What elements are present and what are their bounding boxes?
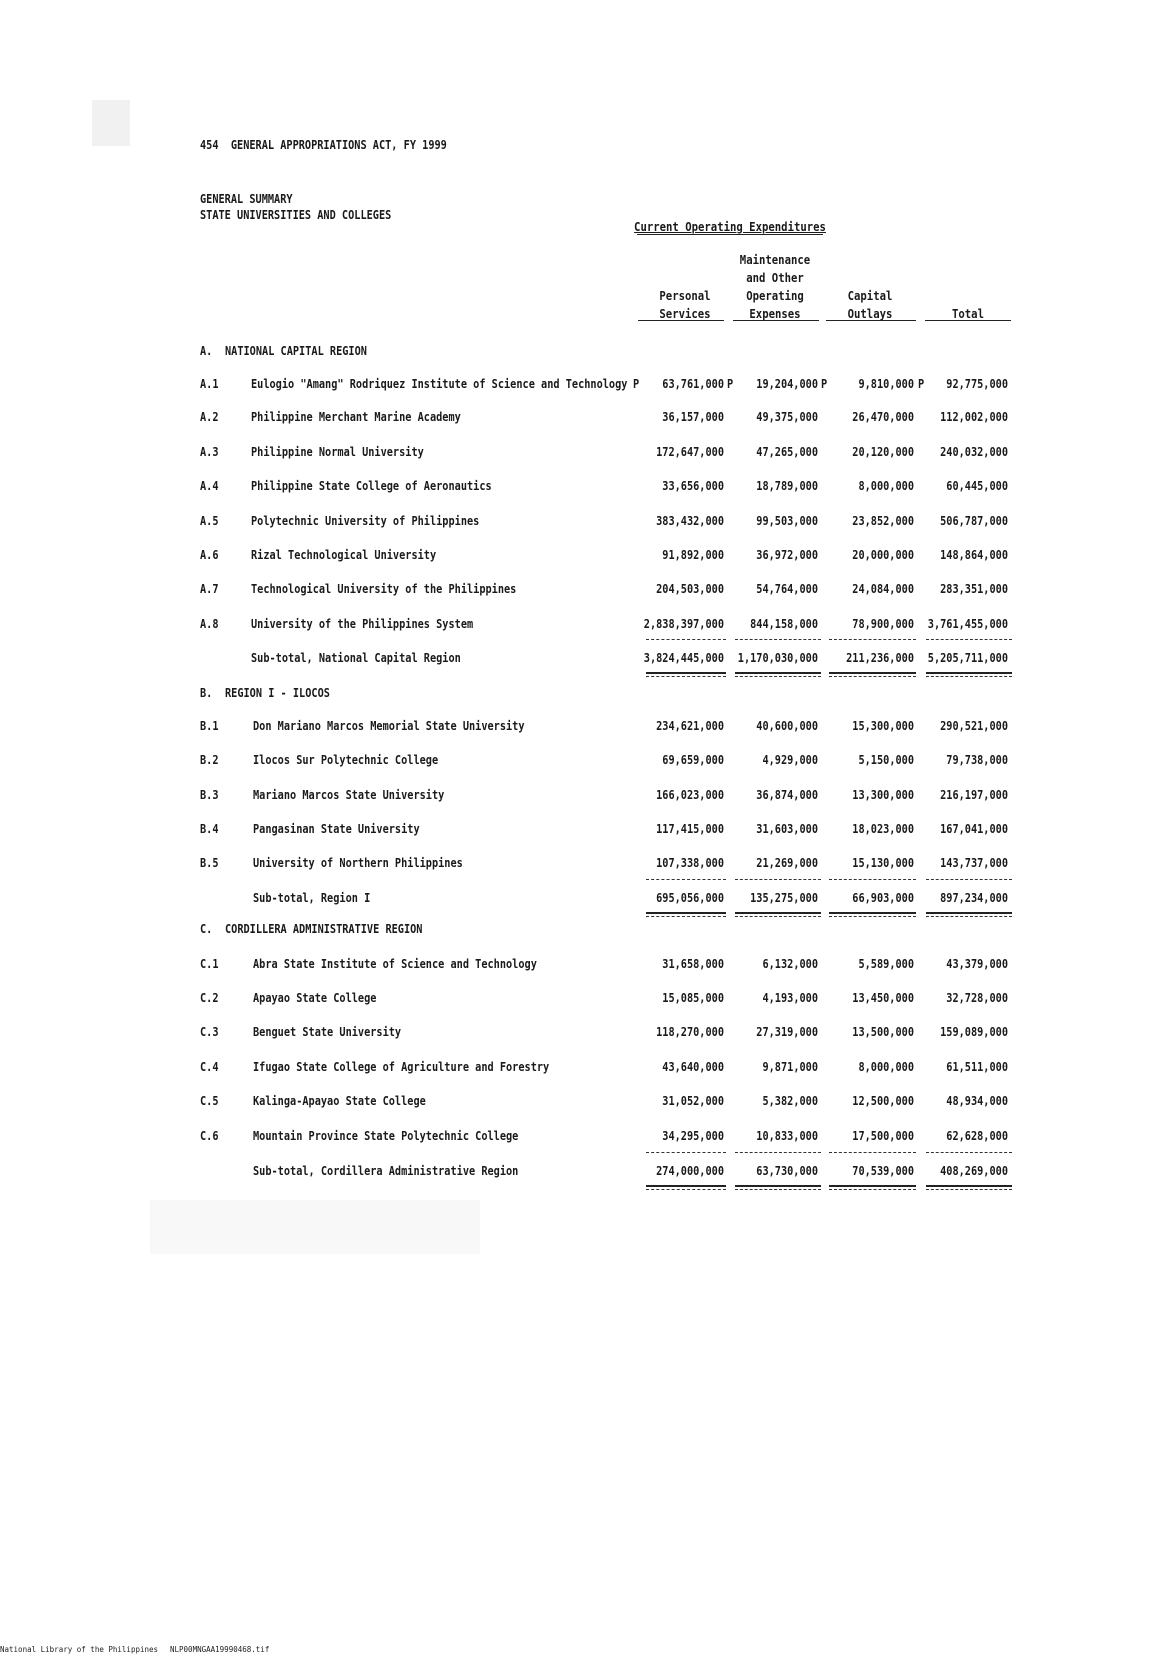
- subtotal-rule: [735, 879, 821, 880]
- cell-personal-services: 31,052,000: [662, 1093, 724, 1108]
- row-institution-name: Mountain Province State Polytechnic College: [253, 1128, 519, 1143]
- row-code: B.3: [200, 787, 219, 802]
- region-heading: REGION I - ILOCOS: [225, 685, 330, 700]
- cell-mooe: 36,972,000: [756, 547, 818, 562]
- column-header-line: and Other: [746, 270, 804, 285]
- subtotal-rule: [646, 916, 726, 917]
- subtotal-total: 897,234,000: [940, 890, 1008, 905]
- cell-capital-outlays: 26,470,000: [852, 409, 914, 424]
- cell-capital-outlays: 13,450,000: [852, 990, 914, 1005]
- row-institution-name: Benguet State University: [253, 1024, 402, 1039]
- subtotal-label: Sub-total, Region I: [253, 890, 371, 905]
- cell-personal-services: 31,658,000: [662, 956, 724, 971]
- subtotal-personal-services: 695,056,000: [656, 890, 724, 905]
- cell-personal-services: 69,659,000: [662, 752, 724, 767]
- subtotal-rule: [646, 912, 726, 914]
- running-title: GENERAL APPROPRIATIONS ACT, FY 1999: [230, 137, 447, 152]
- cell-capital-outlays: 5,150,000: [858, 752, 914, 767]
- cell-mooe: 99,503,000: [756, 513, 818, 528]
- cell-mooe: 27,319,000: [756, 1024, 818, 1039]
- row-institution-name: Ilocos Sur Polytechnic College: [253, 752, 439, 767]
- cell-capital-outlays: 15,300,000: [852, 718, 914, 733]
- cell-personal-services: 204,503,000: [656, 581, 724, 596]
- column-header-line: Personal: [659, 288, 711, 303]
- cell-capital-outlays: 17,500,000: [852, 1128, 914, 1143]
- cell-personal-services: 117,415,000: [656, 821, 724, 836]
- cell-total: 167,041,000: [940, 821, 1008, 836]
- cell-total: 61,511,000: [946, 1059, 1008, 1074]
- column-header-line: Maintenance: [739, 252, 811, 267]
- column-header-personal-services: [638, 287, 732, 323]
- cell-personal-services: 172,647,000: [656, 444, 724, 459]
- cell-mooe: 47,265,000: [756, 444, 818, 459]
- subtotal-rule: [646, 879, 726, 880]
- footer-file: NLP00MNGAA19990468.tif: [170, 1645, 270, 1654]
- peso-sign: P: [633, 376, 640, 391]
- row-code: C.3: [200, 1024, 219, 1039]
- cell-personal-services: 36,157,000: [662, 409, 724, 424]
- scan-artifact: [92, 100, 130, 146]
- cell-mooe: 6,132,000: [762, 956, 818, 971]
- cell-total: 60,445,000: [946, 478, 1008, 493]
- cell-total: 283,351,000: [940, 581, 1008, 596]
- region-code: A.: [200, 343, 213, 358]
- subtotal-rule: [926, 639, 1012, 640]
- subtotal-rule: [926, 676, 1012, 677]
- column-header-mooe: [733, 251, 818, 323]
- cell-personal-services: 166,023,000: [656, 787, 724, 802]
- subtotal-rule: [926, 1189, 1012, 1190]
- row-code: A.1: [200, 376, 219, 391]
- subtotal-rule: [829, 912, 916, 914]
- cell-total: 290,521,000: [940, 718, 1008, 733]
- cell-mooe: 31,603,000: [756, 821, 818, 836]
- column-header-line: Operating: [746, 288, 804, 303]
- cell-personal-services: 33,656,000: [662, 478, 724, 493]
- row-institution-name: Technological University of the Philippines: [251, 581, 517, 596]
- cell-total: 216,197,000: [940, 787, 1008, 802]
- cell-capital-outlays: 18,023,000: [852, 821, 914, 836]
- subtotal-rule: [926, 916, 1012, 917]
- cell-capital-outlays: 9,810,000: [858, 376, 914, 391]
- cell-personal-services: 91,892,000: [662, 547, 724, 562]
- row-code: B.4: [200, 821, 219, 836]
- subtotal-label: Sub-total, Cordillera Administrative Region: [253, 1163, 519, 1178]
- page-header: [200, 137, 447, 152]
- cell-capital-outlays: 24,084,000: [852, 581, 914, 596]
- row-code: A.2: [200, 409, 219, 424]
- cell-personal-services: 383,432,000: [656, 513, 724, 528]
- region-heading: CORDILLERA ADMINISTRATIVE REGION: [225, 921, 423, 936]
- row-institution-name: Rizal Technological University: [251, 547, 437, 562]
- column-header-total: Total: [951, 306, 984, 321]
- cell-total: 112,002,000: [940, 409, 1008, 424]
- cell-capital-outlays: 8,000,000: [858, 1059, 914, 1074]
- cell-mooe: 844,158,000: [750, 616, 818, 631]
- subtotal-rule: [926, 912, 1012, 914]
- subtotal-rule: [735, 916, 821, 917]
- subtotal-rule: [646, 1152, 726, 1153]
- cell-personal-services: 43,640,000: [662, 1059, 724, 1074]
- region-heading: NATIONAL CAPITAL REGION: [225, 343, 367, 358]
- cell-personal-services: 234,621,000: [656, 718, 724, 733]
- row-institution-name: Polytechnic University of Philippines: [251, 513, 480, 528]
- subtotal-rule: [735, 1185, 821, 1187]
- subtotal-rule: [829, 639, 916, 640]
- cell-capital-outlays: 15,130,000: [852, 855, 914, 870]
- cell-personal-services: 63,761,000: [662, 376, 724, 391]
- cell-capital-outlays: 8,000,000: [858, 478, 914, 493]
- subtotal-rule: [735, 672, 821, 674]
- column-group-header: Current Operating Expenditures: [634, 219, 826, 234]
- row-code: B.5: [200, 855, 219, 870]
- row-code: B.1: [200, 718, 219, 733]
- subtotal-personal-services: 3,824,445,000: [643, 650, 724, 665]
- subtotal-mooe: 1,170,030,000: [737, 650, 818, 665]
- cell-capital-outlays: 20,000,000: [852, 547, 914, 562]
- row-institution-name: Philippine Merchant Marine Academy: [251, 409, 461, 424]
- row-code: B.2: [200, 752, 219, 767]
- column-header-line: Services: [659, 306, 711, 321]
- row-code: C.1: [200, 956, 219, 971]
- column-header-line: Expenses: [749, 306, 801, 321]
- cell-total: 32,728,000: [946, 990, 1008, 1005]
- cell-total: 143,737,000: [940, 855, 1008, 870]
- row-institution-name: Apayao State College: [253, 990, 377, 1005]
- subtotal-personal-services: 274,000,000: [656, 1163, 724, 1178]
- row-code: A.4: [200, 478, 219, 493]
- row-code: A.7: [200, 581, 219, 596]
- header-underline: [826, 320, 916, 321]
- subtotal-rule: [735, 639, 821, 640]
- cell-mooe: 36,874,000: [756, 787, 818, 802]
- subtotal-rule: [829, 916, 916, 917]
- row-institution-name: Philippine Normal University: [251, 444, 424, 459]
- cell-total: 62,628,000: [946, 1128, 1008, 1143]
- cell-total: 3,761,455,000: [927, 616, 1008, 631]
- cell-capital-outlays: 5,589,000: [858, 956, 914, 971]
- cell-capital-outlays: 23,852,000: [852, 513, 914, 528]
- cell-total: 92,775,000: [946, 376, 1008, 391]
- subtotal-mooe: 63,730,000: [756, 1163, 818, 1178]
- cell-total: 48,934,000: [946, 1093, 1008, 1108]
- row-code: C.5: [200, 1093, 219, 1108]
- subtotal-rule: [926, 1152, 1012, 1153]
- column-header-line: Outlays: [847, 306, 893, 321]
- peso-sign: P: [918, 376, 925, 391]
- subtotal-rule: [646, 639, 726, 640]
- subtotal-mooe: 135,275,000: [750, 890, 818, 905]
- subtotal-rule: [735, 1189, 821, 1190]
- subtotal-rule: [646, 1185, 726, 1187]
- column-header-capital-outlays: [828, 287, 913, 323]
- subtotal-rule: [646, 1189, 726, 1190]
- cell-mooe: 19,204,000: [756, 376, 818, 391]
- cell-capital-outlays: 78,900,000: [852, 616, 914, 631]
- cell-personal-services: 118,270,000: [656, 1024, 724, 1039]
- cell-personal-services: 34,295,000: [662, 1128, 724, 1143]
- subtotal-capital-outlays: 211,236,000: [846, 650, 914, 665]
- cell-mooe: 10,833,000: [756, 1128, 818, 1143]
- subtotal-capital-outlays: 66,903,000: [852, 890, 914, 905]
- cell-total: 148,864,000: [940, 547, 1008, 562]
- subtotal-total: 5,205,711,000: [927, 650, 1008, 665]
- region-code: B.: [200, 685, 213, 700]
- subtotal-label: Sub-total, National Capital Region: [251, 650, 461, 665]
- summary-title: GENERAL SUMMARY: [200, 191, 293, 206]
- cell-capital-outlays: 20,120,000: [852, 444, 914, 459]
- subtotal-capital-outlays: 70,539,000: [852, 1163, 914, 1178]
- row-institution-name: Philippine State College of Aeronautics: [251, 478, 492, 493]
- cell-mooe: 18,789,000: [756, 478, 818, 493]
- footer-source: National Library of the Philippines: [0, 1645, 159, 1654]
- region-code: C.: [200, 921, 213, 936]
- subtotal-rule: [926, 879, 1012, 880]
- cell-total: 43,379,000: [946, 956, 1008, 971]
- cell-capital-outlays: 13,300,000: [852, 787, 914, 802]
- header-underline: [637, 234, 823, 235]
- subtotal-rule: [829, 879, 916, 880]
- cell-total: 159,089,000: [940, 1024, 1008, 1039]
- row-code: C.2: [200, 990, 219, 1005]
- cell-personal-services: 2,838,397,000: [643, 616, 724, 631]
- cell-total: 79,738,000: [946, 752, 1008, 767]
- cell-mooe: 4,193,000: [762, 990, 818, 1005]
- cell-mooe: 54,764,000: [756, 581, 818, 596]
- subtotal-rule: [829, 1185, 916, 1187]
- subtotal-rule: [829, 1152, 916, 1153]
- section-subtitle: STATE UNIVERSITIES AND COLLEGES: [200, 207, 392, 222]
- row-institution-name: Eulogio "Amang" Rodriquez Institute of Science and Technology: [251, 376, 628, 391]
- cell-mooe: 21,269,000: [756, 855, 818, 870]
- scan-artifact: [150, 1200, 480, 1254]
- subtotal-rule: [926, 672, 1012, 674]
- cell-personal-services: 107,338,000: [656, 855, 724, 870]
- cell-mooe: 9,871,000: [762, 1059, 818, 1074]
- row-institution-name: Pangasinan State University: [253, 821, 420, 836]
- row-institution-name: University of Northern Philippines: [253, 855, 463, 870]
- cell-mooe: 40,600,000: [756, 718, 818, 733]
- row-code: A.5: [200, 513, 219, 528]
- column-header-line: Capital: [847, 288, 893, 303]
- row-code: A.8: [200, 616, 219, 631]
- subtotal-rule: [829, 1189, 916, 1190]
- page-number: 454: [200, 137, 219, 152]
- subtotal-rule: [829, 672, 916, 674]
- header-underline: [733, 320, 819, 321]
- header-underline: [925, 320, 1011, 321]
- cell-mooe: 5,382,000: [762, 1093, 818, 1108]
- subtotal-total: 408,269,000: [940, 1163, 1008, 1178]
- subtotal-rule: [646, 672, 726, 674]
- subtotal-rule: [735, 1152, 821, 1153]
- row-code: C.6: [200, 1128, 219, 1143]
- row-institution-name: Don Mariano Marcos Memorial State University: [253, 718, 525, 733]
- subtotal-rule: [829, 676, 916, 677]
- peso-sign: P: [727, 376, 734, 391]
- subtotal-rule: [735, 676, 821, 677]
- peso-sign: P: [821, 376, 828, 391]
- subtotal-rule: [735, 912, 821, 914]
- cell-personal-services: 15,085,000: [662, 990, 724, 1005]
- cell-total: 506,787,000: [940, 513, 1008, 528]
- subtotal-rule: [926, 1185, 1012, 1187]
- cell-mooe: 4,929,000: [762, 752, 818, 767]
- cell-total: 240,032,000: [940, 444, 1008, 459]
- row-code: A.3: [200, 444, 219, 459]
- cell-mooe: 49,375,000: [756, 409, 818, 424]
- row-institution-name: University of the Philippines System: [251, 616, 474, 631]
- row-institution-name: Abra State Institute of Science and Technology: [253, 956, 537, 971]
- row-code: C.4: [200, 1059, 219, 1074]
- row-institution-name: Mariano Marcos State University: [253, 787, 445, 802]
- subtotal-rule: [646, 676, 726, 677]
- header-underline: [638, 320, 724, 321]
- cell-capital-outlays: 13,500,000: [852, 1024, 914, 1039]
- row-institution-name: Ifugao State College of Agriculture and Forestry: [253, 1059, 550, 1074]
- row-code: A.6: [200, 547, 219, 562]
- row-institution-name: Kalinga-Apayao State College: [253, 1093, 426, 1108]
- cell-capital-outlays: 12,500,000: [852, 1093, 914, 1108]
